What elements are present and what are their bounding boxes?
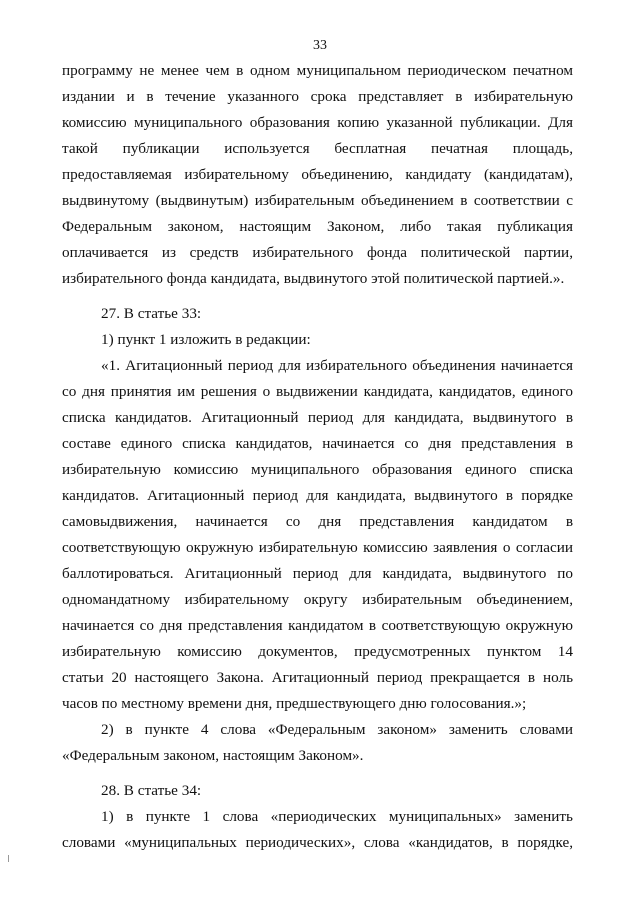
section-heading: 28. В статье 34: xyxy=(101,782,202,799)
text-line: «1. Агитационный период для избирательного объединения начинается xyxy=(101,357,573,374)
text-line: комиссию муниципального образования копию указанной публикации. Для xyxy=(62,114,573,131)
text-line: оплачивается из средств избирательного фонда политической партии, xyxy=(62,244,573,261)
text-line: избирательную комиссию документов, предусмотренных пунктом 14 xyxy=(62,643,573,660)
text-line: статьи 20 настоящего Закона. Агитационный период прекращается в ноль xyxy=(62,669,573,686)
text-line: предоставляемая избирательному объединению, кандидату (кандидатам), xyxy=(62,166,573,183)
text-line: Федеральным законом, настоящим Законом, либо такая публикация xyxy=(62,218,573,235)
text-line: самовыдвижения, начинается со дня представления кандидатом в xyxy=(62,513,573,530)
text-line: программу не менее чем в одном муниципальном периодическом печатном xyxy=(62,62,573,79)
text-line: часов по местному времени дня, предшествующего дню голосования.»; xyxy=(62,695,527,712)
text-line: словами «муниципальных периодических», слова «кандидатов, в порядке, xyxy=(62,834,573,851)
text-line: такой публикации используется бесплатная печатная площадь, xyxy=(62,140,573,157)
text-line: списка кандидатов. Агитационный период для кандидата, выдвинутого в xyxy=(62,409,573,426)
text-line: соответствующую окружную избирательную комиссию заявления о согласии xyxy=(62,539,573,556)
page-number: 33 xyxy=(313,38,327,53)
text-line: одномандатному избирательному округу избирательным объединением, xyxy=(62,591,573,608)
text-line: 1) в пункте 1 слова «периодических муниципальных» заменить xyxy=(101,808,573,825)
scan-mark xyxy=(8,855,9,862)
text-line: составе единого списка кандидатов, начинается со дня представления в xyxy=(62,435,573,452)
text-line: кандидатов. Агитационный период для кандидата, выдвинутого в порядке xyxy=(62,487,573,504)
text-line: «Федеральным законом, настоящим Законом». xyxy=(62,747,364,764)
text-line: избирательного фонда кандидата, выдвинутого этой политической партией.». xyxy=(62,270,565,287)
section-heading: 27. В статье 33: xyxy=(101,305,202,322)
text-line: со дня принятия им решения о выдвижении кандидата, кандидатов, единого xyxy=(62,383,573,400)
text-line: издании и в течение указанного срока представляет в избирательную xyxy=(62,88,573,105)
text-line: выдвинутому (выдвинутым) избирательным объединением в соответствии с xyxy=(62,192,573,209)
text-line: 1) пункт 1 изложить в редакции: xyxy=(101,331,311,348)
text-line: избирательную комиссию муниципального образования единого списка xyxy=(62,461,573,478)
text-line: 2) в пункте 4 слова «Федеральным законом» заменить словами xyxy=(101,721,573,738)
text-line: начинается со дня представления кандидатом в соответствующую окружную xyxy=(62,617,573,634)
text-line: баллотироваться. Агитационный период для кандидата, выдвинутого по xyxy=(62,565,573,582)
